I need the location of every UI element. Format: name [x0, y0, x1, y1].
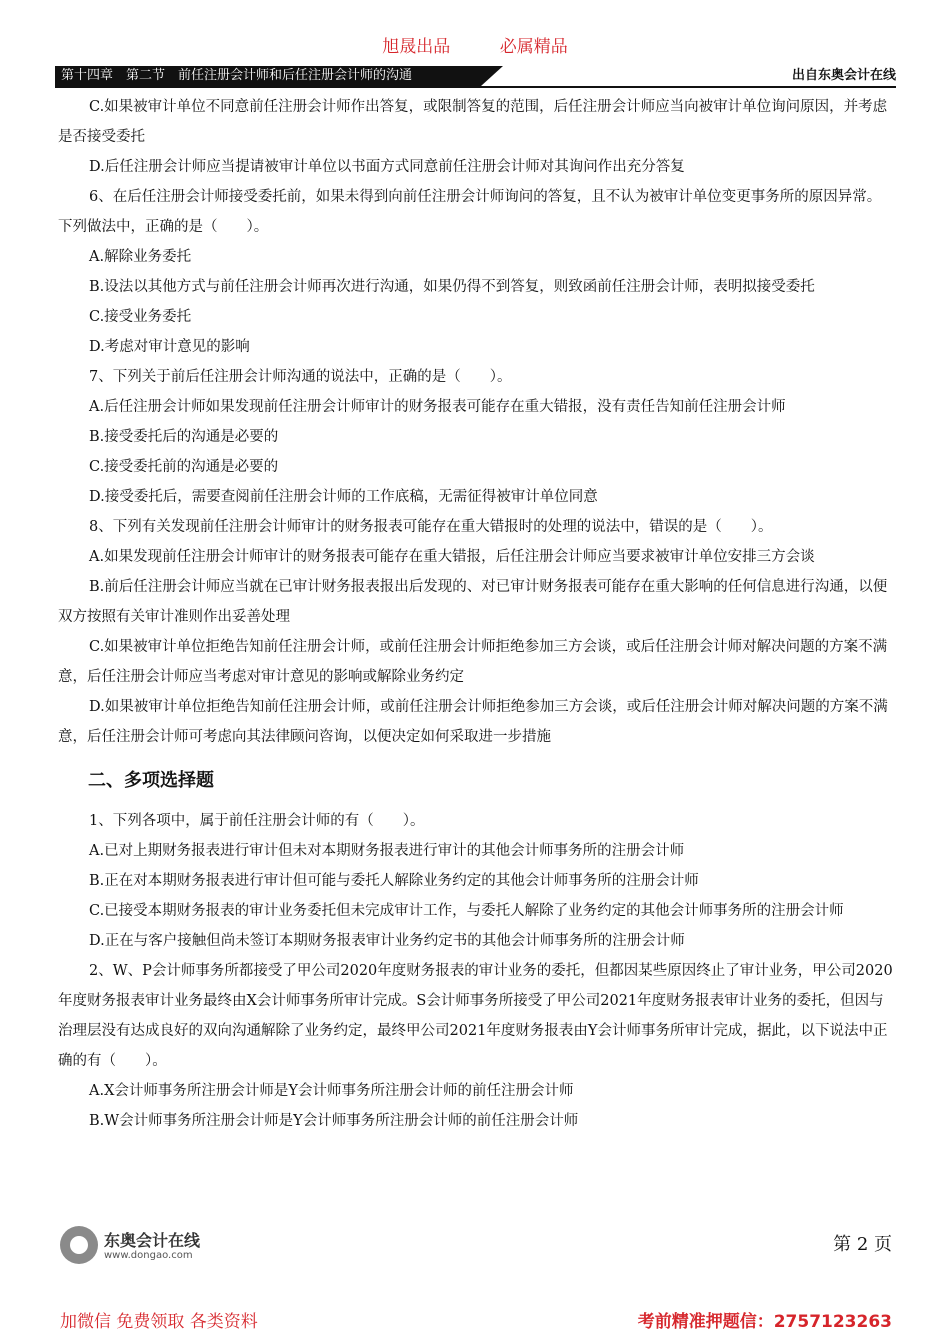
promo-left: 加微信 免费领取 各类资料 [60, 1312, 258, 1332]
logo-url: www.dongao.com [104, 1250, 193, 1261]
text-line: D.后任注册会计师应当提请被审计单位以书面方式同意前任注册会计师对其询问作出充分答复 [89, 159, 685, 175]
section-title: 二、多项选择题 [88, 770, 214, 791]
chapter-title: 第十四章 第二节 前任注册会计师和后任注册会计师的沟通 [55, 66, 481, 86]
page-header [55, 66, 896, 88]
banner-left: 旭晟出品 [382, 37, 451, 57]
option-a: A.X会计师事务所注册会计师是Y会计师事务所注册会计师的前任注册会计师 [89, 1083, 574, 1099]
source-label: 出自东奥会计在线 [791, 68, 896, 83]
option-d: D.正在与客户接触但尚未签订本期财务报表审计业务约定书的其他会计师事务所的注册会计师 [89, 933, 685, 949]
banner-right: 必属精品 [499, 37, 568, 57]
text-line: C.如果被审计单位不同意前任注册会计师作出答复，或限制答复的范围，后任注册会计师应当向被审计单位询问原因，并考虑是否接受委托 [58, 99, 888, 145]
option-d: D.接受委托后，需要查阅前任注册会计师的工作底稿，无需征得被审计单位同意 [89, 489, 598, 505]
option-a: A.后任注册会计师如果发现前任注册会计师审计的财务报表可能存在重大错报，没有责任告知前任注册会计师 [89, 399, 786, 415]
header-divider [55, 86, 896, 88]
logo-text: 东奥会计在线 [104, 1231, 201, 1250]
question-7: 7、下列关于前后任注册会计师沟通的说法中，正确的是（ ）。 [89, 369, 512, 385]
option-a: A.解除业务委托 [89, 249, 192, 265]
option-d: D.考虑对审计意见的影响 [89, 339, 250, 355]
option-c: C.已接受本期财务报表的审计业务委托但未完成审计工作，与委托人解除了业务约定的其他会计师事务所的注册会计师 [89, 903, 844, 919]
question-6: 6、在后任注册会计师接受委托前，如果未得到向前任注册会计师询问的答复，且不认为被审计单位变更事务所的原因异常。下列做法中，正确的是（ ）。 [58, 189, 882, 235]
option-a: A.已对上期财务报表进行审计但未对本期财务报表进行审计的其他会计师事务所的注册会计师 [89, 843, 685, 859]
dongao-logo [60, 1226, 240, 1270]
question-2: 2、W、P会计师事务所都接受了甲公司2020年度财务报表的审计业务的委托，但都因某些原因终止了审计业务，甲公司2020年度财务报表审计业务最终由X会计师事务所审计完成。S会计师事务所接受了甲公司2021年度财务报表审计业务的委托，但因与治理层没有达成良好的双向沟通解除了业务约定，最终甲公司2021年度财务报表由Y会计师事务所审计完成，据此，以下说法中正确的有（ ）。 [58, 963, 893, 1069]
option-d: D.如果被审计单位拒绝告知前任注册会计师，或前任注册会计师拒绝参加三方会谈，或后任注册会计师对解决问题的方案不满意，后任注册会计师可考虑向其法律顾问咨询，以便决定如何采取进一步措施 [58, 699, 888, 745]
option-c: C.如果被审计单位拒绝告知前任注册会计师，或前任注册会计师拒绝参加三方会谈，或后任注册会计师对解决问题的方案不满意，后任注册会计师应当考虑对审计意见的影响或解除业务约定 [58, 639, 888, 685]
page-number: 第 2 页 [833, 1234, 892, 1255]
promo-right: 考前精准押题信：2757123263 [637, 1312, 892, 1332]
document-body [58, 92, 894, 1136]
option-c: C.接受业务委托 [89, 309, 192, 325]
question-8: 8、下列有关发现前任注册会计师审计的财务报表可能存在重大错报时的处理的说法中，错误的是（ ）。 [89, 519, 773, 535]
question-1: 1、下列各项中，属于前任注册会计师的有（ ）。 [89, 813, 425, 829]
option-b: B.正在对本期财务报表进行审计但可能与委托人解除业务约定的其他会计师事务所的注册会计师 [89, 873, 699, 889]
logo-icon [60, 1226, 98, 1264]
option-b: B.设法以其他方式与前任注册会计师再次进行沟通，如果仍得不到答复，则致函前任注册会计师，表明拟接受委托 [89, 279, 815, 295]
option-b: B.前后任注册会计师应当就在已审计财务报表报出后发现的、对已审计财务报表可能存在重大影响的任何信息进行沟通，以便双方按照有关审计准则作出妥善处理 [58, 579, 888, 625]
option-b: B.W会计师事务所注册会计师是Y会计师事务所注册会计师的前任注册会计师 [89, 1113, 579, 1129]
top-banner [0, 32, 950, 57]
option-a: A.如果发现前任注册会计师审计的财务报表可能存在重大错报，后任注册会计师应当要求被审计单位安排三方会谈 [89, 549, 815, 565]
option-c: C.接受委托前的沟通是必要的 [89, 459, 279, 475]
option-b: B.接受委托后的沟通是必要的 [89, 429, 279, 445]
